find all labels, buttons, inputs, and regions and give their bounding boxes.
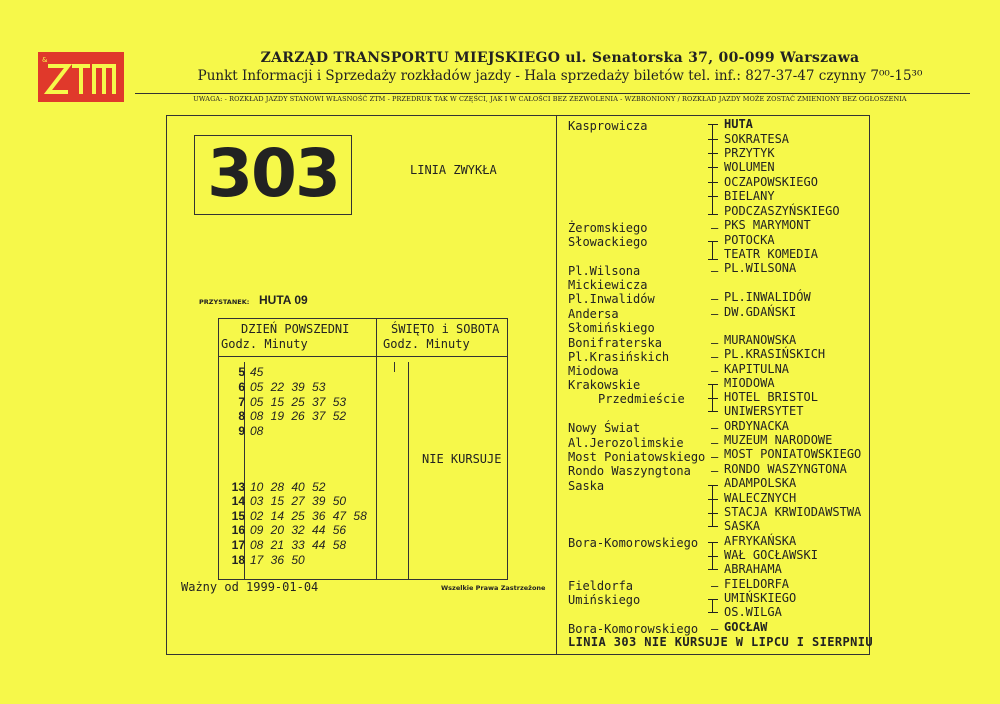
route-stop: HUTA [724,117,753,131]
holiday-subheader: Godz. Minuty [383,337,470,351]
minutes-cell: 10 28 40 52 [250,480,326,494]
route-stop: UNIWERSYTET [724,404,804,418]
minutes-cell: 08 19 26 37 52 [250,409,347,423]
hour-cell: 5 [238,365,245,379]
table-header-divider [218,356,508,357]
route-stop: WALECZNYCH [724,491,797,505]
minutes-cell: 08 [250,424,264,438]
route-tick [708,214,718,215]
hour-cell: 15 [231,509,245,523]
route-tick [708,124,718,125]
line-type: LINIA ZWYKŁA [410,163,497,177]
line-number: 303 [194,135,352,215]
route-street: Rondo Waszyngtona [568,464,691,478]
route-stop: KAPITULNA [724,362,790,376]
route-stop: GOCŁAW [724,620,768,634]
route-street: Saska [568,479,605,493]
route-street: Andersa [568,307,619,321]
route-tick [708,241,718,242]
route-street: Kasprowicza [568,119,648,133]
route-stop: ORDYNACKA [724,419,790,433]
route-street: Fieldorfa [568,579,634,593]
route-dash: – [711,292,719,306]
minutes-cell: 17 36 50 [250,553,305,567]
route-street: Przedmieście [598,392,685,406]
stop-label: PRZYSTANEK: [199,298,250,306]
route-street: Bora-Komorowskiego [568,536,699,550]
route-street: Nowy Świat [568,421,641,435]
route-tick [708,139,718,140]
route-street: Mickiewicza [568,278,648,292]
route-stop: WAŁ GOCŁAWSKI [724,548,818,562]
route-stop: MIODOWA [724,376,775,390]
route-street: Pl.Inwalidów [568,292,655,306]
route-street: Miodowa [568,364,619,378]
svg-text:&: & [42,56,48,64]
hour-cell: 14 [231,494,245,508]
route-dash: – [711,464,719,478]
route-dash: – [711,622,719,636]
header-divider [135,93,970,94]
route-tick [708,485,718,486]
holiday-tick [394,362,395,372]
route-tick [708,499,718,500]
route-tick [708,569,718,570]
route-stop: PL.WILSONA [724,261,797,275]
route-stop: PRZYTYK [724,146,775,160]
weekday-subheader: Godz. Minuty [221,337,308,351]
route-stop: STACJA KRWIODAWSTWA [724,505,862,519]
route-group-bar [712,599,713,612]
table-column-divider [376,318,377,580]
route-stop: FIELDORFA [724,577,790,591]
minutes-cell: 45 [250,365,264,379]
seasonal-note: LINIA 303 NIE KURSUJE W LIPCU I SIERPNIU [568,635,873,649]
route-stop: UMIŃSKIEGO [724,591,797,605]
route-street: Al.Jerozolimskie [568,436,684,450]
hour-cell: 9 [238,424,245,438]
hour-cell: 17 [231,538,245,552]
hour-cell: 6 [238,380,245,394]
minutes-cell: 05 15 25 37 53 [250,395,347,409]
route-tick [708,513,718,514]
route-stop: MUZEUM NARODOWE [724,433,833,447]
hour-cell: 13 [231,480,245,494]
route-tick [708,556,718,557]
route-stop: OS.WILGA [724,605,782,619]
weekday-header: DZIEŃ POWSZEDNI [241,322,350,336]
route-tick [708,384,718,385]
holiday-hour-divider [408,362,409,580]
minutes-cell: 02 14 25 36 47 58 [250,509,367,523]
route-stop: TEATR KOMEDIA [724,247,818,261]
route-street: Słowackiego [568,235,648,249]
route-stop: PL.INWALIDÓW [724,290,811,304]
holiday-note: NIE KURSUJE [422,452,502,466]
route-stop: OCZAPOWSKIEGO [724,175,818,189]
route-dash: – [711,264,719,278]
route-stop: SOKRATESA [724,132,790,146]
route-stop: PKS MARYMONT [724,218,811,232]
route-group-bar [712,124,713,214]
route-tick [708,411,718,412]
route-stop: BIELANY [724,189,775,203]
route-dash: – [711,307,719,321]
ztm-logo [38,52,124,102]
route-dash: – [711,336,719,350]
route-dash: – [711,421,719,435]
route-tick [708,398,718,399]
route-tick [708,612,718,613]
route-street: Pl.Wilsona [568,264,641,278]
route-street: Bonifraterska [568,336,662,350]
minutes-cell: 03 15 27 39 50 [250,494,347,508]
route-dash: – [711,436,719,450]
route-stop: MURANOWSKA [724,333,797,347]
route-tick [708,182,718,183]
route-stop: ADAMPOLSKA [724,476,797,490]
route-stop: AFRYKAŃSKA [724,534,797,548]
route-stop: MOST PONIATOWSKIEGO [724,447,862,461]
route-tick [708,542,718,543]
minutes-cell: 09 20 32 44 56 [250,523,347,537]
rights-reserved: Wszelkie Prawa Zastrzeżone [441,584,546,592]
route-dash: – [711,579,719,593]
info-line: Punkt Informacji i Sprzedaży rozkładów jazdy - Hala sprzedaży biletów tel. inf.: 827-37-47 czynny 7⁰⁰-15³⁰ [197,68,923,84]
route-dash: – [711,364,719,378]
route-stop: POTOCKA [724,233,775,247]
minutes-cell: 05 22 39 53 [250,380,326,394]
route-street: Pl.Krasińskich [568,350,670,364]
route-stop: SASKA [724,519,761,533]
route-street: Krakowskie [568,378,641,392]
organization-title: ZARZĄD TRANSPORTU MIEJSKIEGO ul. Senatorska 37, 00-099 Warszawa [260,50,860,66]
hour-cell: 18 [231,553,245,567]
hour-cell: 7 [238,395,245,409]
route-dash: – [711,350,719,364]
route-street: Bora-Komorowskiego [568,622,699,636]
route-tick [708,196,718,197]
route-stop: RONDO WASZYNGTONA [724,462,847,476]
stop-name: HUTA 09 [259,293,308,307]
route-dash: – [711,221,719,235]
route-stop: PL.KRASIŃSKICH [724,347,826,361]
route-street: Most Poniatowskiego [568,450,706,464]
valid-from: Ważny od 1999-01-04 [181,580,319,594]
route-stop: DW.GDAŃSKI [724,305,797,319]
route-group-bar [712,485,713,526]
route-tick [708,526,718,527]
route-tick [708,599,718,600]
hour-cell: 8 [238,409,245,423]
route-tick [708,259,718,260]
holiday-header: ŚWIĘTO i SOBOTA [391,322,500,336]
hour-cell: 16 [231,523,245,537]
route-stop: ABRAHAMA [724,562,782,576]
warning-text: UWAGA: - ROZKŁAD JAZDY STANOWI WŁASNOŚĆ ZTM - PRZEDRUK TAK W CZĘŚCI, JAK I W CAŁOŚCI BEZ ZEZWOLENIA - WZBRONIONY / ROZKŁAD JAZDY MOŻE ZOSTAĆ ZMIENIONY BEZ OGŁOSZENIA [193,95,907,103]
minutes-cell: 08 21 33 44 58 [250,538,347,552]
route-tick [708,153,718,154]
frame-divider [556,115,557,655]
route-street: Umińskiego [568,593,641,607]
route-stop: PODCZASZYŃSKIEGO [724,204,840,218]
route-street: Żeromskiego [568,221,648,235]
route-stop: HOTEL BRISTOL [724,390,818,404]
route-street: Słomińskiego [568,321,655,335]
route-dash: – [711,450,719,464]
route-tick [708,167,718,168]
route-group-bar [712,241,713,259]
route-stop: WOLUMEN [724,160,775,174]
